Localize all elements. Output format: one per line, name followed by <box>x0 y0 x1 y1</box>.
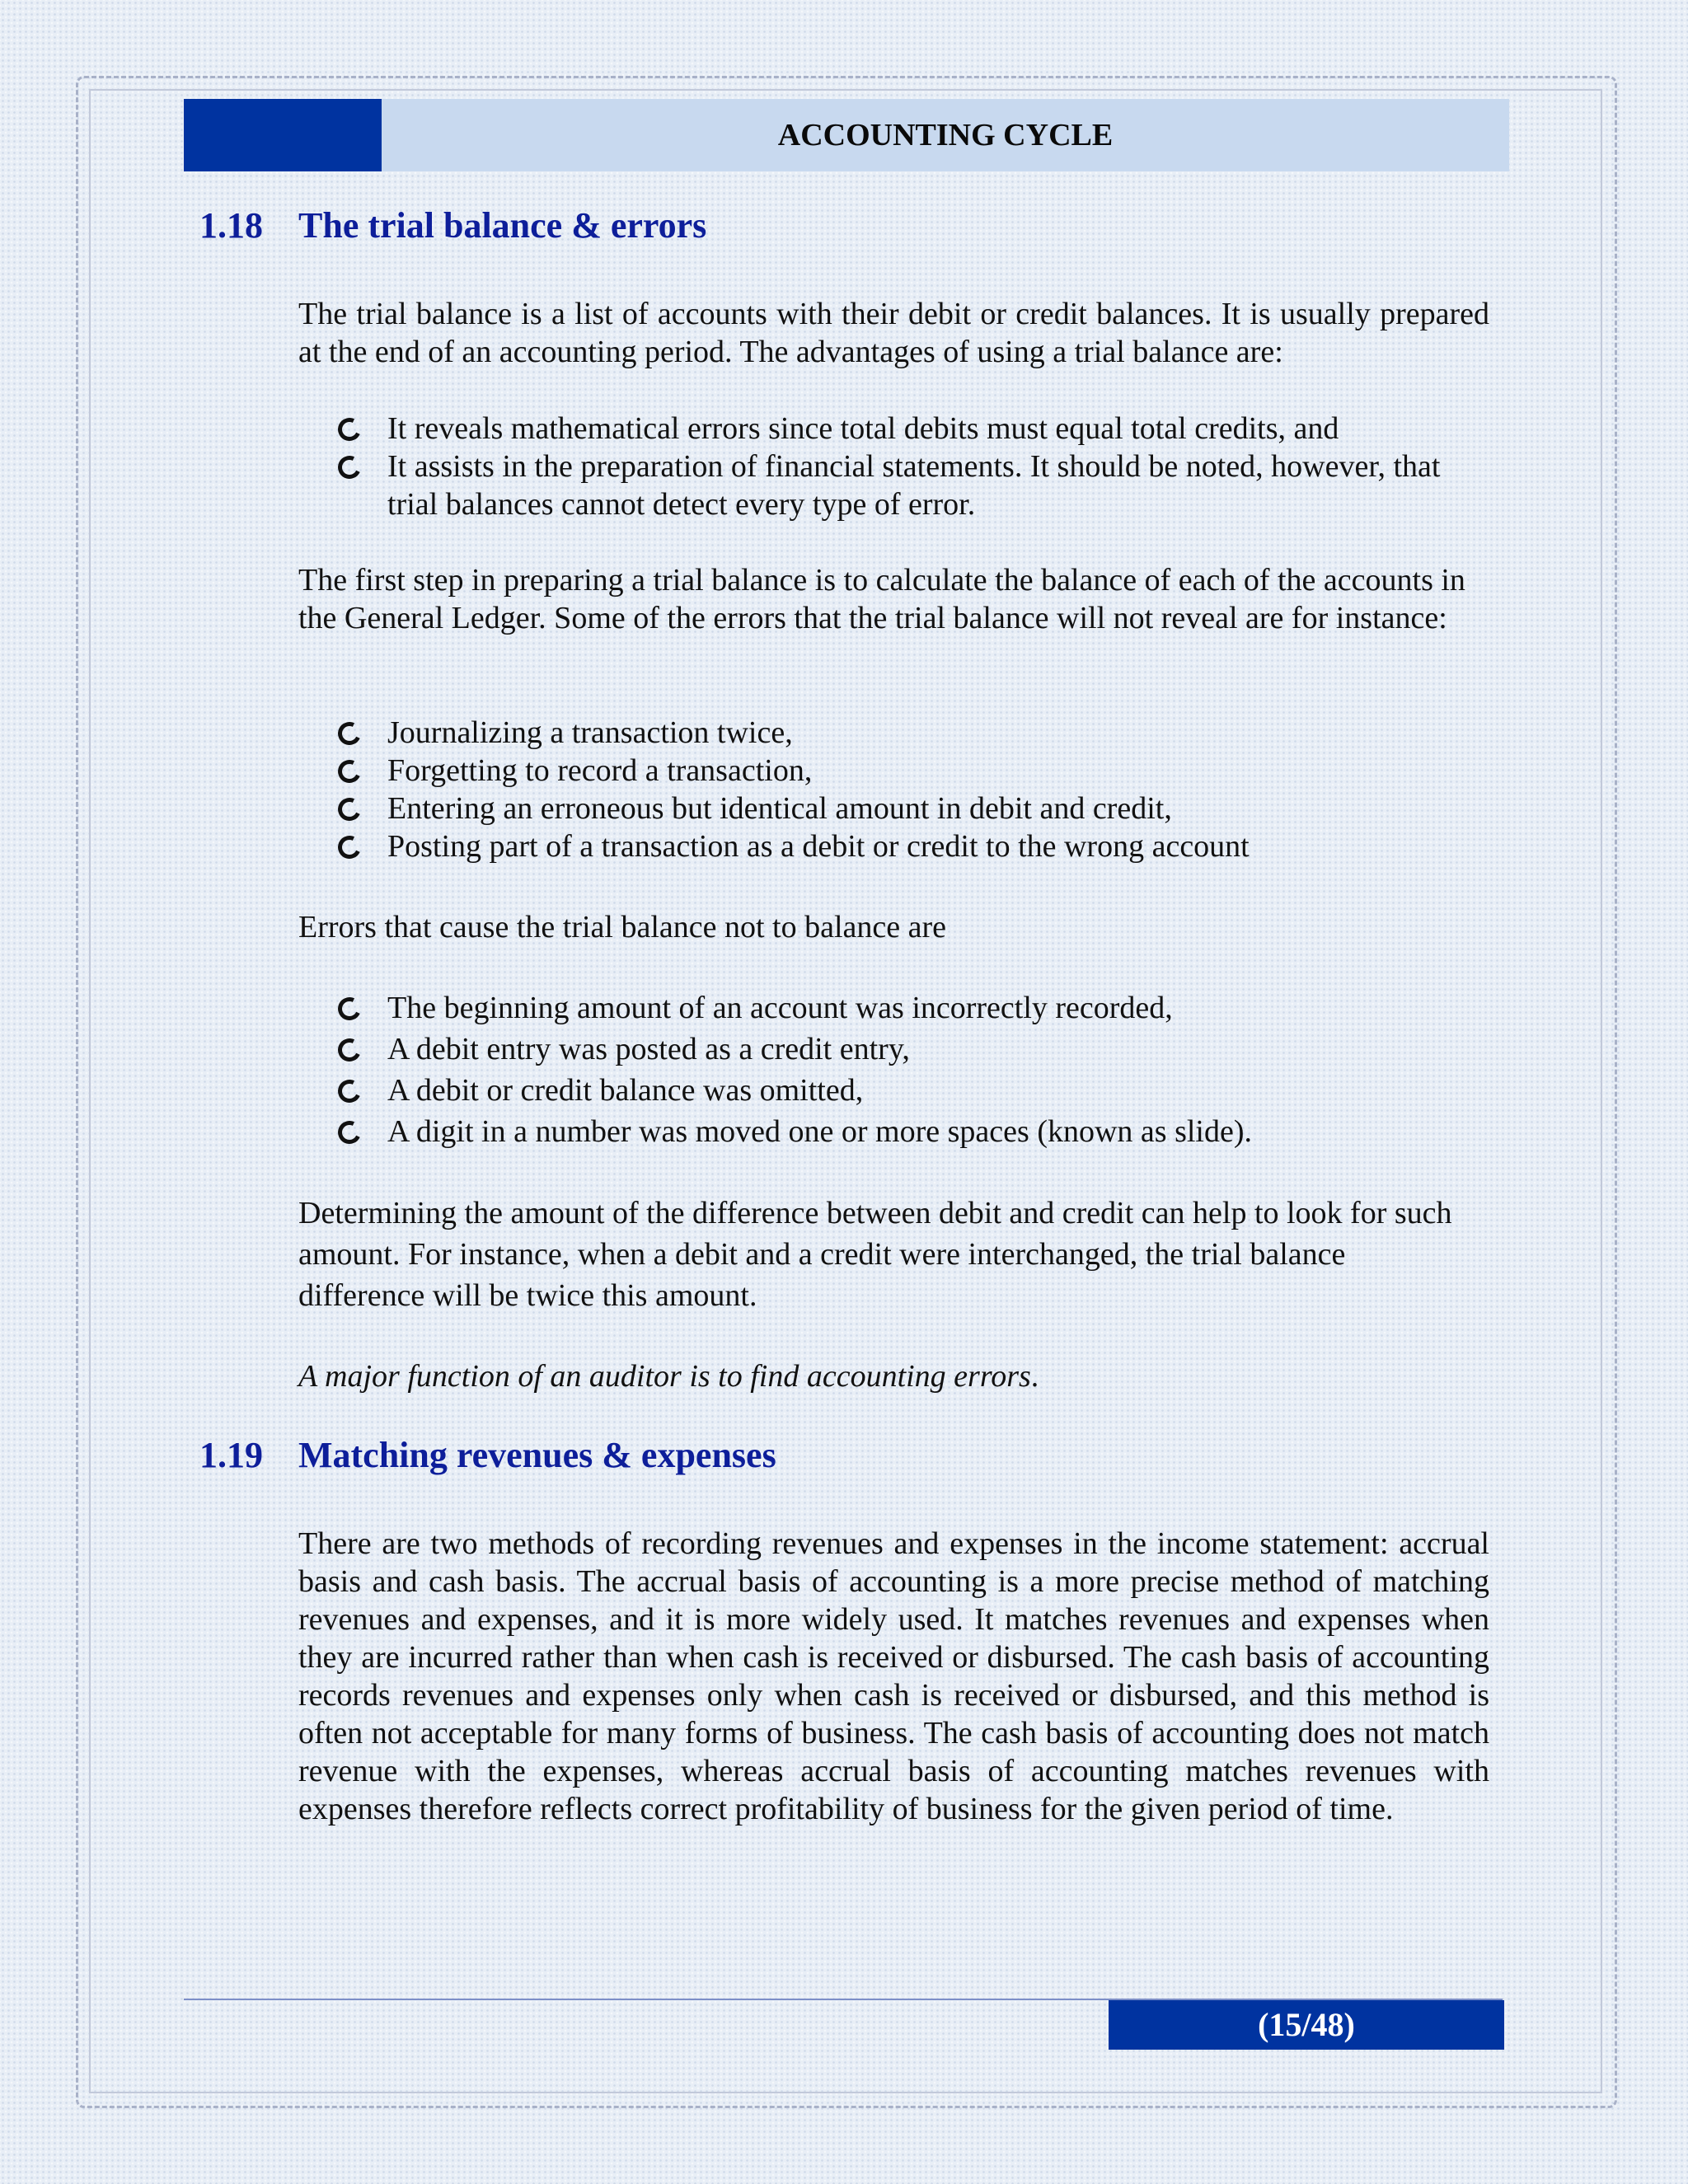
list-item: A debit or credit balance was omitted, <box>338 1070 1492 1111</box>
open-circle-bullet-icon <box>335 757 364 786</box>
section-heading-1-19 <box>199 1434 776 1476</box>
auditor-note <box>298 1357 1489 1395</box>
open-circle-bullet-icon <box>335 452 364 482</box>
header-title: ACCOUNTING CYCLE <box>777 118 1114 152</box>
list-item: Posting part of a transaction as a debit or credit to the wrong account <box>338 827 1492 865</box>
list-item: It assists in the preparation of financial statements. It should be noted, however, that trial balances cannot detect every type of error. <box>338 448 1492 523</box>
trial-balance-intro: The trial balance is a list of accounts with their debit or credit balances. It is usually prepared at the end of an accounting period. The advantages of using a trial balance are: <box>298 297 1489 369</box>
list-item: A digit in a number was moved one or more spaces (known as slide). <box>338 1111 1492 1152</box>
auditor-note-text: A major function of an auditor is to find accounting errors <box>298 1359 1031 1394</box>
header-color-block <box>184 99 382 171</box>
difference-paragraph: Determining the amount of the difference between debit and credit can help to look for such amount. For instance, when a debit and a credit were interchanged, the trial balance difference will be twice this amount. <box>298 1196 1452 1313</box>
open-circle-bullet-icon <box>335 832 364 862</box>
list-item: A debit entry was posted as a credit entry, <box>338 1029 1492 1070</box>
cause-errors-list <box>338 987 1492 1152</box>
open-circle-bullet-icon <box>335 1035 364 1065</box>
matching-paragraph: There are two methods of recording revenues and expenses in the income statement: accrual basis and cash basis. The accrual basis of accounting is a more precise method of matching revenues and expenses, and it is more widely used. It matches revenues and expenses when they are incurred rather than when cash is received or disbursed. The cash basis of accounting records revenues and expenses only when cash is received or disbursed, and this method is often not acceptable for many forms of business. The cash basis of accounting does not match revenue with the expenses, whereas accrual basis of accounting matches revenues with expenses therefore reflects correct profitability of business for the given period of time. <box>298 1526 1489 1826</box>
not-revealed-errors-list <box>338 714 1492 865</box>
errors-intro: Errors that cause the trial balance not to balance are <box>298 910 946 944</box>
open-circle-bullet-icon <box>335 719 364 748</box>
auditor-note-period: . <box>1030 1359 1039 1394</box>
advantages-list <box>338 410 1492 523</box>
open-circle-bullet-icon <box>335 1076 364 1106</box>
section-number: 1.19 <box>199 1435 263 1475</box>
section-heading-1-18 <box>199 204 706 246</box>
section-title: The trial balance & errors <box>298 205 707 246</box>
open-circle-bullet-icon <box>335 794 364 824</box>
list-item: Forgetting to record a transaction, <box>338 752 1492 790</box>
open-circle-bullet-icon <box>335 994 364 1024</box>
page-header <box>184 99 1509 171</box>
list-item: It reveals mathematical errors since total debits must equal total credits, and <box>338 410 1492 448</box>
first-step-paragraph: The first step in preparing a trial balance is to calculate the balance of each of the accounts in the General Ledger. Some of the errors that the trial balance will not reveal are for instance: <box>298 563 1465 635</box>
list-item: Journalizing a transaction twice, <box>338 714 1492 752</box>
list-item: Entering an erroneous but identical amount in debit and credit, <box>338 790 1492 827</box>
open-circle-bullet-icon <box>335 1118 364 1147</box>
open-circle-bullet-icon <box>335 415 364 444</box>
list-item: The beginning amount of an account was incorrectly recorded, <box>338 987 1492 1029</box>
page-number: (15/48) <box>1109 2000 1504 2050</box>
section-number: 1.18 <box>199 205 263 246</box>
section-title: Matching revenues & expenses <box>298 1435 776 1475</box>
